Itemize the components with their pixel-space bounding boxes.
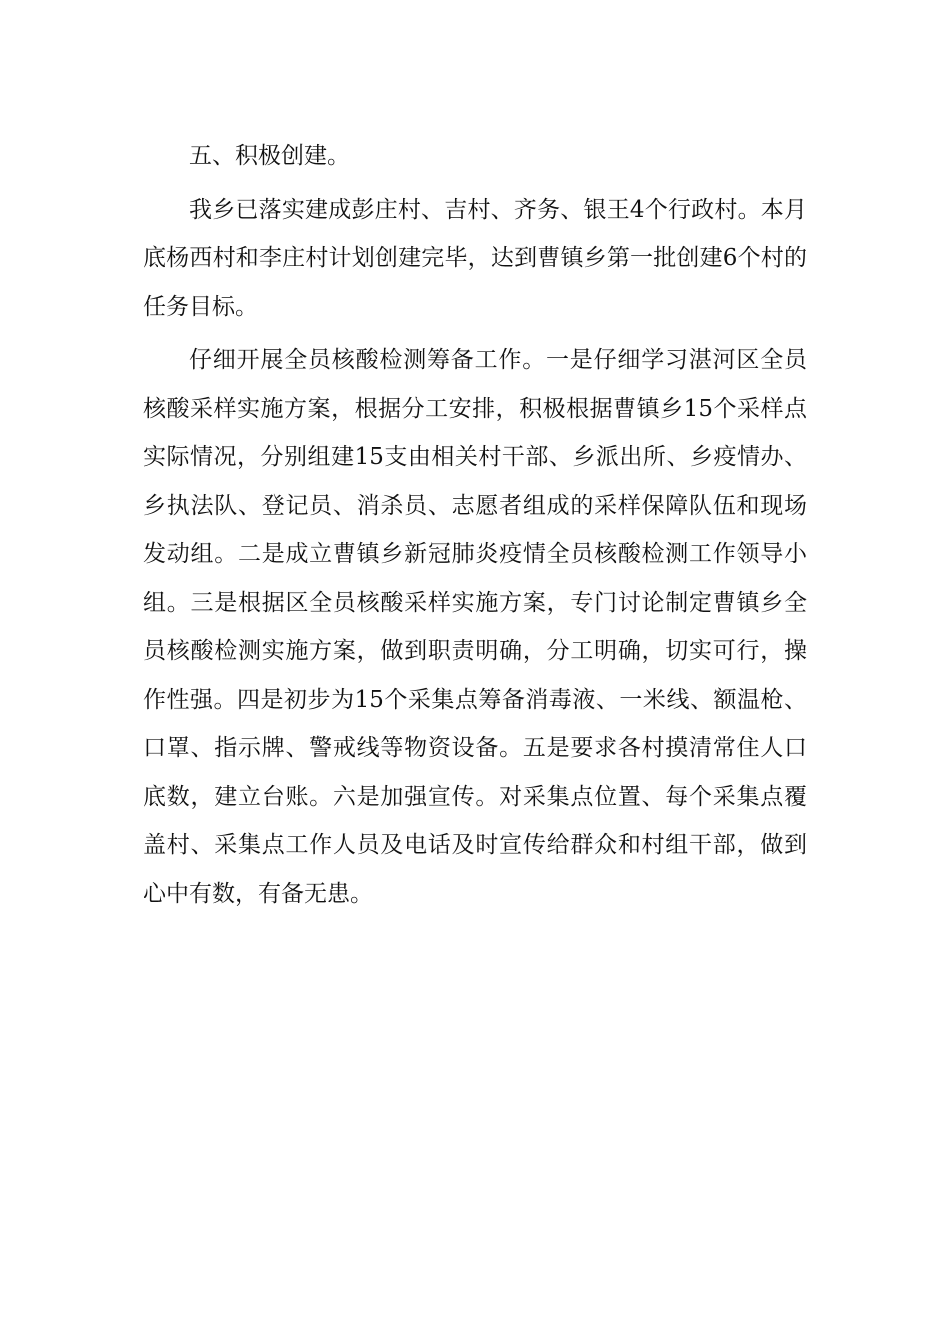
section-heading: 五、积极创建。: [189, 143, 350, 169]
paragraph-nucleic-acid-testing: 仔细开展全员核酸检测筹备工作。一是仔细学习湛河区全员核酸采样实施方案，根据分工安排，积极根据曹镇乡15个采样点实际情况，分别组建15支由相关村干部、乡派出所、乡疫情办、乡执法队、登记员、消杀员、志愿者组成的采样保障队伍和现场发动组。二是成立曹镇乡新冠肺炎疫情全员核酸检测工作领导小组。三是根据区全员核酸采样实施方案，专门讨论制定曹镇乡全员核酸检测实施方案，做到职责明确，分工明确，切实可行，操作性强。四是初步为15个采集点筹备消毒液、一米线、额温枪、口罩、指示牌、警戒线等物资设备。五是要求各村摸清常住人口底数，建立台账。六是加强宣传。对采集点位置、每个采集点覆盖村、采集点工作人员及电话及时宣传给群众和村组干部，做到心中有数，有备无患。: [143, 347, 807, 907]
paragraph-village-creation: 我乡已落实建成彭庄村、吉村、齐务、银王4个行政村。本月底杨西村和李庄村计划创建完毕，达到曹镇乡第一批创建6个村的任务目标。: [143, 196, 807, 320]
document-body: [143, 132, 807, 923]
